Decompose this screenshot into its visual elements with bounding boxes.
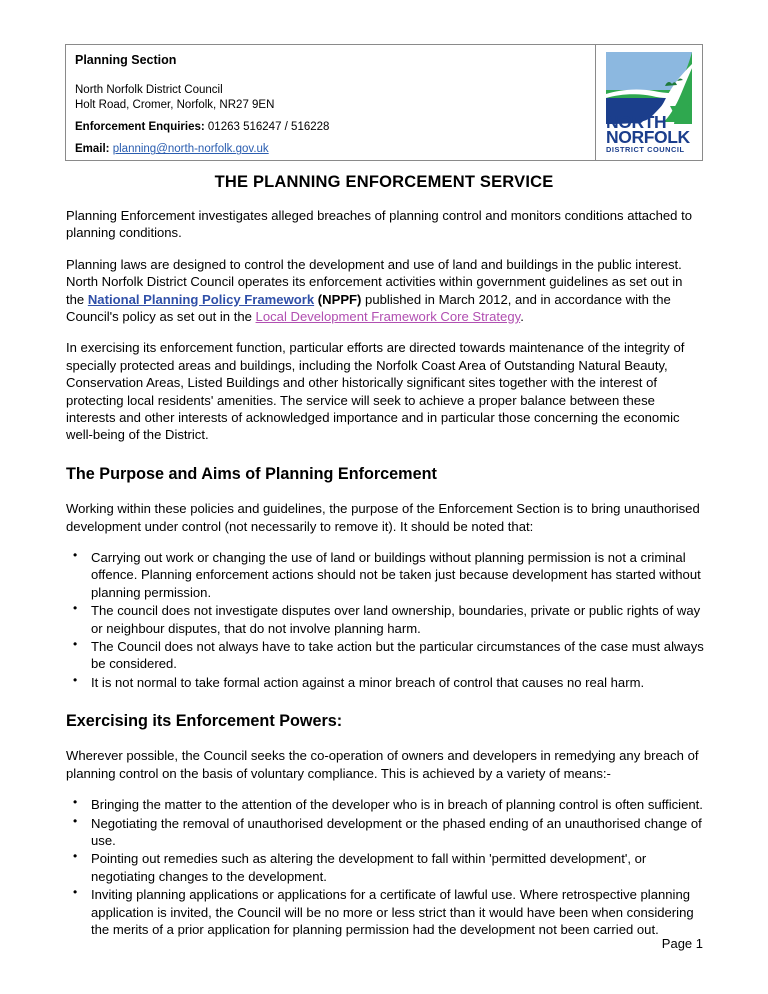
page-title: THE PLANNING ENFORCEMENT SERVICE (214, 173, 554, 191)
nppf-link[interactable]: National Planning Policy Framework (87, 291, 315, 307)
list-item: • Pointing out remedies such as altering the development to fall within 'permitted development', or negotiating changes to the development. (66, 850, 704, 885)
email-label: Email: (75, 143, 110, 156)
letterhead-box (65, 44, 703, 161)
paragraph-intro: Planning Enforcement investigates alleged breaches of planning control and monitors conditions attached to planning conditions. (66, 208, 692, 241)
nppf-abbrev: (NPPF) (314, 291, 362, 307)
list-item: • The Council does not always have to take action but the particular circumstances of the case must always be considered. (66, 638, 704, 673)
list-item: • Inviting planning applications or applications for a certificate of lawful use. Where retrospective planning application is invited, the Council will be no more or less strict than it would have been when considering the merits of a prior application for planning permission had the development not been carried out. (66, 886, 704, 938)
page-footer: Page 1 (661, 936, 703, 951)
paragraph-planning-laws (66, 256, 704, 326)
paragraph-enforcement-function: In exercising its enforcement function, particular efforts are directed towards maintenance of the integrity of specially protected areas and buildings, including the Norfolk Coast Area of Outstanding Natural Beauty, Conservation Areas, Listed Buildings and other historically significant sites together with the interest of protecting local residents' amenities. The service will seek to achieve a proper balance between these interests and other interests of acknowledged importance and in particular those concerning the economic well-being of the District. (66, 340, 685, 443)
ldf-core-strategy-link[interactable]: Local Development Framework Core Strategy (255, 309, 521, 325)
council-address: Holt Road, Cromer, Norfolk, NR27 9EN (75, 98, 275, 111)
email-row (75, 142, 585, 157)
list-item: • The council does not investigate disputes over land ownership, boundaries, private or public rights of way or neighbour disputes, that do not involve planning harm. (66, 602, 704, 637)
heading-enforcement-powers: Exercising its Enforcement Powers: (66, 712, 343, 731)
north-norfolk-logo (602, 50, 696, 155)
list-item: • Bringing the matter to the attention of the developer who is in breach of planning control is often sufficient. (66, 796, 704, 813)
email-link[interactable]: planning@north-norfolk.gov.uk (112, 143, 269, 156)
para2-part1: Planning laws are designed to control the development and use of land and buildings in the public interest. North Norfolk District Council operates its enforcement activities within government guidelines as set out in the (66, 256, 683, 307)
letterhead-logo-cell (596, 45, 702, 160)
svg-text:NORFOLK: NORFOLK (606, 127, 690, 147)
paragraph-purpose-intro: Working within these policies and guidelines, the purpose of the Enforcement Section is to bring unauthorised development under control (not necessarily to remove it). It should be noted that: (66, 501, 700, 534)
purpose-bullet-list (66, 549, 704, 691)
enforcement-enquiries (75, 120, 585, 135)
svg-text:NORTH: NORTH (606, 112, 667, 132)
powers-bullet-list (66, 796, 704, 938)
enforcement-enquiries-label: Enforcement Enquiries: (75, 121, 205, 134)
para2-part4: . (520, 309, 524, 325)
heading-purpose-and-aims: The Purpose and Aims of Planning Enforcement (66, 464, 437, 483)
list-item: • Negotiating the removal of unauthorised development or the phased ending of an unauthorised change of use. (66, 815, 704, 850)
planning-section-title: Planning Section (75, 53, 177, 67)
list-item: • Carrying out work or changing the use of land or buildings without planning permission is not a criminal offence. Planning enforcement actions should not be taken just because development has started without planning permission. (66, 549, 704, 601)
para2-part3: published in March 2012, and in accordance with the Council's policy as set out in the (66, 291, 671, 325)
council-name: North Norfolk District Council (75, 83, 223, 96)
list-item: • It is not normal to take formal action against a minor breach of control that causes no real harm. (66, 674, 704, 691)
svg-text:DISTRICT COUNCIL: DISTRICT COUNCIL (606, 145, 685, 154)
enforcement-enquiries-value: 01263 516247 / 516228 (204, 121, 330, 134)
paragraph-powers-intro: Wherever possible, the Council seeks the co-operation of owners and developers in remedying any breach of planning control on the basis of voluntary compliance. This is achieved by a variety of means:- (66, 748, 699, 781)
letterhead-contact-cell (66, 45, 596, 160)
document-body (66, 207, 704, 953)
